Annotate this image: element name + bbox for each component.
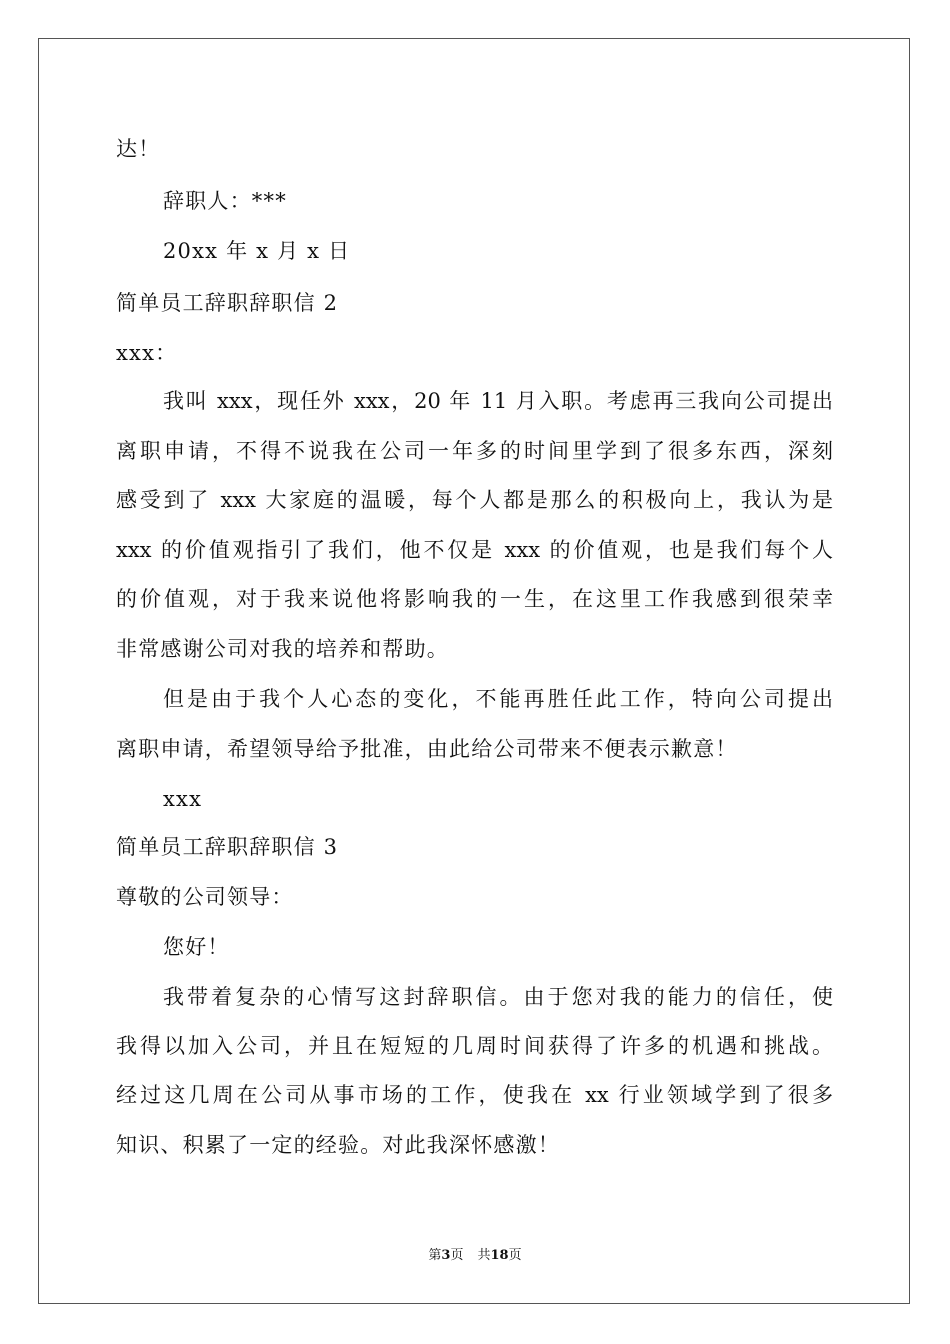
paragraph-line: 我叫 xxx，现任外 xxx，20 年 11 月入职。考虑再三我向公司提出 bbox=[163, 389, 833, 413]
signature-line: 辞职人：*** bbox=[163, 189, 287, 213]
paragraph-line: 但是由于我个人心态的变化，不能再胜任此工作，特向公司提出 bbox=[163, 687, 833, 711]
page-suffix: 页 bbox=[450, 1248, 464, 1263]
paragraph-line: 离职申请，不得不说我在公司一年多的时间里学到了很多东西，深刻 bbox=[116, 439, 833, 463]
greeting-line: 您好！ bbox=[163, 935, 230, 959]
paragraph-line: xxx 的价值观指引了我们，他不仅是 xxx 的价值观，也是我们每个人 bbox=[116, 538, 833, 562]
paragraph-line: 的价值观，对于我来说他将影响我的一生，在这里工作我感到很荣幸 bbox=[116, 587, 833, 611]
paragraph-line: 感受到了 xxx 大家庭的温暖，每个人都是那么的积极向上，我认为是 bbox=[116, 488, 833, 512]
page-footer bbox=[0, 1247, 950, 1265]
closing-text-line: 达！ bbox=[116, 137, 161, 161]
page-prefix: 第 bbox=[428, 1248, 442, 1263]
total-pages: 18 bbox=[490, 1248, 509, 1263]
paragraph-line: 经过这几周在公司从事市场的工作，使我在 xx 行业领域学到了很多 bbox=[116, 1083, 833, 1107]
total-suffix: 页 bbox=[508, 1248, 522, 1263]
paragraph-line: 我带着复杂的心情写这封辞职信。由于您对我的能力的信任，使 bbox=[163, 985, 833, 1009]
page-number: 3 bbox=[441, 1248, 451, 1263]
total-prefix: 共 bbox=[477, 1248, 491, 1263]
page-border bbox=[38, 38, 910, 1304]
section-heading-2: 简单员工辞职辞职信 2 bbox=[116, 291, 339, 315]
paragraph-line: 我得以加入公司，并且在短短的几周时间获得了许多的机遇和挑战。 bbox=[116, 1034, 833, 1058]
paragraph-line: 非常感谢公司对我的培养和帮助。 bbox=[116, 637, 449, 661]
paragraph-line: 知识、积累了一定的经验。对此我深怀感激！ bbox=[116, 1133, 560, 1157]
salutation-2: xxx： bbox=[116, 341, 178, 365]
paragraph-line: 离职申请，希望领导给予批准，由此给公司带来不便表示歉意！ bbox=[116, 737, 738, 761]
salutation-3: 尊敬的公司领导： bbox=[116, 885, 294, 909]
section-heading-3: 简单员工辞职辞职信 3 bbox=[116, 835, 339, 859]
signature-line: xxx bbox=[163, 787, 203, 811]
date-line: 20xx 年 x 月 x 日 bbox=[163, 239, 351, 263]
